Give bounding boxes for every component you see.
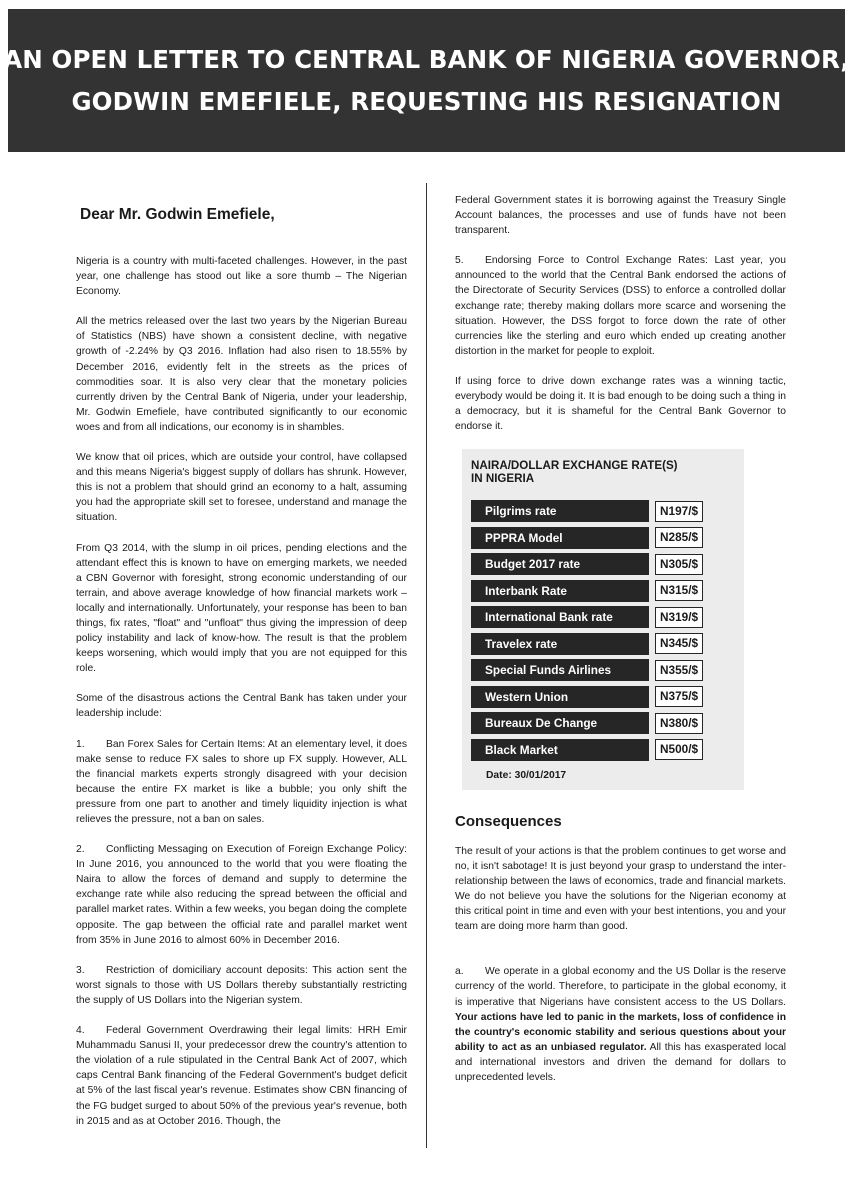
list-item-text: Restriction of domiciliary account deposits: This action sent the worst signals to those with US Dollars thereby substantially restricting the supply of US Dollars into the Nigerian system.	[76, 964, 407, 1006]
rate-name: Western Union	[471, 686, 649, 708]
left-column	[76, 205, 407, 1144]
rate-name: Budget 2017 rate	[471, 553, 649, 575]
paragraph-consequences: The result of your actions is that the problem continues to get worse and no, it isn't sabotage! It is just beyond your grasp to understand the inter-relationship between the laws of economics, trade and financial markets. We do not believe you have the solutions for the Nigerian economy at this critical point in time and even with your best intentions, you and your team are doing more harm than good.	[455, 845, 786, 933]
exchange-rate-row	[471, 553, 736, 575]
exchange-rate-row	[471, 527, 736, 549]
column-divider	[426, 183, 427, 1148]
list-item-bold-text: Your actions have led to panic in the markets, loss of confidence in the country's economic stability and serious questions about your ability to act as an unbiased regulator.	[455, 1011, 786, 1053]
rate-value: N380/$	[655, 713, 703, 734]
list-item-text: Ban Forex Sales for Certain Items: At an elementary level, it does make sense to reduce FX sales to shore up FX supply. However, ALL the financial markets experts strongly disagreed with your decision because the entire FX market is like a bubble; you only shift the pressure from one part to another and timely liquidity injection is what relieves the pressure, not a ban on sales.	[76, 738, 407, 825]
list-number: 2.	[76, 844, 85, 856]
list-item-text: We operate in a global economy and the US Dollar is the reserve currency of the world. Therefore, to participate in the global economy, it is imperative that Nigerians have consistent access to the US Dollars.	[455, 966, 786, 1008]
rate-value: N315/$	[655, 580, 703, 601]
list-item-text: Federal Government Overdrawing their legal limits: HRH Emir Muhammadu Sanusi II, your predecessor drew the country's attention to the violation of a rule stipulated in the Central Bank Act of 2007, which caps Central Bank financing of the Federal Government's budget deficit at 5% of the last fiscal year's revenue. Estimates show CBN financing of the FG budget surged to about 50% of the previous year's revenue, both in 2015 and as at October 2016. Though, the	[76, 1025, 407, 1127]
exchange-rate-row	[471, 659, 736, 681]
exchange-rate-row	[471, 633, 736, 655]
exchange-rate-box	[462, 449, 744, 790]
exchange-rate-date: Date: 30/01/2017	[486, 769, 567, 781]
rate-name: Interbank Rate	[471, 580, 649, 602]
exchange-rate-title	[471, 459, 736, 485]
paragraph-force: If using force to drive down exchange rates was a winning tactic, everybody would be doing it. It is bad enough to be doing such a thing in a democracy, but it is shameful for the Central Bank Governor to endorse it.	[455, 375, 786, 433]
rate-value: N197/$	[655, 501, 703, 522]
list-item-4-continued: Federal Government states it is borrowing against the Treasury Single Account balances, the processes and use of funds have not been transparent.	[455, 195, 786, 237]
exchange-rate-row	[471, 712, 736, 734]
paragraph-intro: Nigeria is a country with multi-faceted challenges. However, in the past year, one challenge has stood out like a sore thumb – The Nigerian Economy.	[76, 256, 407, 298]
paragraph-response: From Q3 2014, with the slump in oil prices, pending elections and the attendant effect this is known to have on emerging markets, we needed a CBN Governor with foresight, strong economic understanding of our terrain, and above average knowledge of how financial markets work – locally and internationally. Unfortunately, your response has been to ban things, fix rates, "float" and "unfloat" thus giving the impression of deep policy instability and lack of know-how. The result is that the problem keeps worsening, which would imply that you are not equipped for this role.	[76, 542, 407, 675]
exchange-rate-row	[471, 580, 736, 602]
list-item-2	[76, 842, 407, 948]
rate-name: Pilgrims rate	[471, 500, 649, 522]
list-item-1	[76, 737, 407, 828]
list-number: 5.	[455, 255, 464, 267]
rate-value: N305/$	[655, 554, 703, 575]
rate-value: N375/$	[655, 686, 703, 707]
rate-name: PPPRA Model	[471, 527, 649, 549]
consequences-heading: Consequences	[455, 812, 562, 830]
list-item-3	[76, 963, 407, 1008]
list-number: 4.	[76, 1025, 85, 1037]
rate-name: International Bank rate	[471, 606, 649, 628]
rate-name: Bureaux De Change	[471, 712, 649, 734]
paragraph-actions-intro: Some of the disastrous actions the Central Bank has taken under your leadership include:	[76, 693, 407, 720]
list-number: 3.	[76, 964, 85, 976]
list-item-4	[76, 1023, 407, 1129]
rate-value: N500/$	[655, 739, 703, 760]
list-number: 1.	[76, 738, 85, 750]
right-column	[455, 193, 786, 1100]
salutation: Dear Mr. Godwin Emefiele,	[80, 206, 275, 223]
exchange-rate-list	[471, 500, 736, 761]
list-item-5	[455, 253, 786, 359]
list-item-text-end: All this has exasperated local and international investors and driven the demand for dollars to unprecedented levels.	[455, 1041, 787, 1084]
rate-name: Travelex rate	[471, 633, 649, 655]
exchange-rate-title-line-1: NAIRA/DOLLAR EXCHANGE RATE(S)	[471, 459, 678, 473]
title-banner	[3, 9, 850, 152]
exchange-rate-row	[471, 500, 736, 522]
exchange-rate-title-line-2: IN NIGERIA	[471, 472, 535, 486]
exchange-rate-row	[471, 606, 736, 628]
page-title-line-1: AN OPEN LETTER TO CENTRAL BANK OF NIGERIA GOVERNOR,	[3, 44, 850, 74]
exchange-rate-row	[471, 739, 736, 761]
rate-value: N355/$	[655, 660, 703, 681]
list-number: a.	[455, 966, 464, 978]
rate-value: N319/$	[655, 607, 703, 628]
list-item-text: Conflicting Messaging on Execution of Foreign Exchange Policy: In June 2016, you announced to the world that you were floating the Naira to allow the forces of demand and supply to determine the exchange rate while also reducing the spread between the official and parallel market rates. Within a few weeks, you began doing the complete opposite. The gap between the official rate and parallel market went from 35% in June 2016 to almost 60% in December 2016.	[76, 844, 407, 946]
list-item-text: Endorsing Force to Control Exchange Rates: Last year, you announced to the world that the Central Bank endorsed the actions of the Directorate of Security Services (DSS) to enforce a controlled dollar exchange rate; thereby making dollars more scarce and worsening the situation. However, the DSS forgot to force down the rate of other currencies like the sterling and euro which ended up creating another distortion in the market for people to exploit.	[455, 255, 786, 357]
paragraph-oil-prices: We know that oil prices, which are outside your control, have collapsed and this means Nigeria's biggest supply of dollars has shrunk. However, this is not a problem that should grind an economy to a halt, assuming you had the appropriate skill set to foresee, understand and manage the situation.	[76, 452, 407, 524]
rate-value: N345/$	[655, 633, 703, 654]
rate-name: Black Market	[471, 739, 649, 761]
page-title-line-2: GODWIN EMEFIELE, REQUESTING HIS RESIGNATION	[71, 86, 782, 116]
list-item-a	[455, 964, 786, 1085]
paragraph-metrics: All the metrics released over the last two years by the Nigerian Bureau of Statistics (NBS) have shown a consistent decline, with negative growth of -2.24% by Q3 2016. Inflation had also risen to 18.55% by December 2016, evidently felt in the streets as the prices of commodities soar. It is also very clear that the monetary policies currently driven by the Central Bank of Nigeria, under your leadership, Mr. Godwin Emefiele, have contributed significantly to our economic woes and from all indications, our economy is in shambles.	[76, 316, 407, 433]
rate-value: N285/$	[655, 527, 703, 548]
rate-name: Special Funds Airlines	[471, 659, 649, 681]
exchange-rate-row	[471, 686, 736, 708]
